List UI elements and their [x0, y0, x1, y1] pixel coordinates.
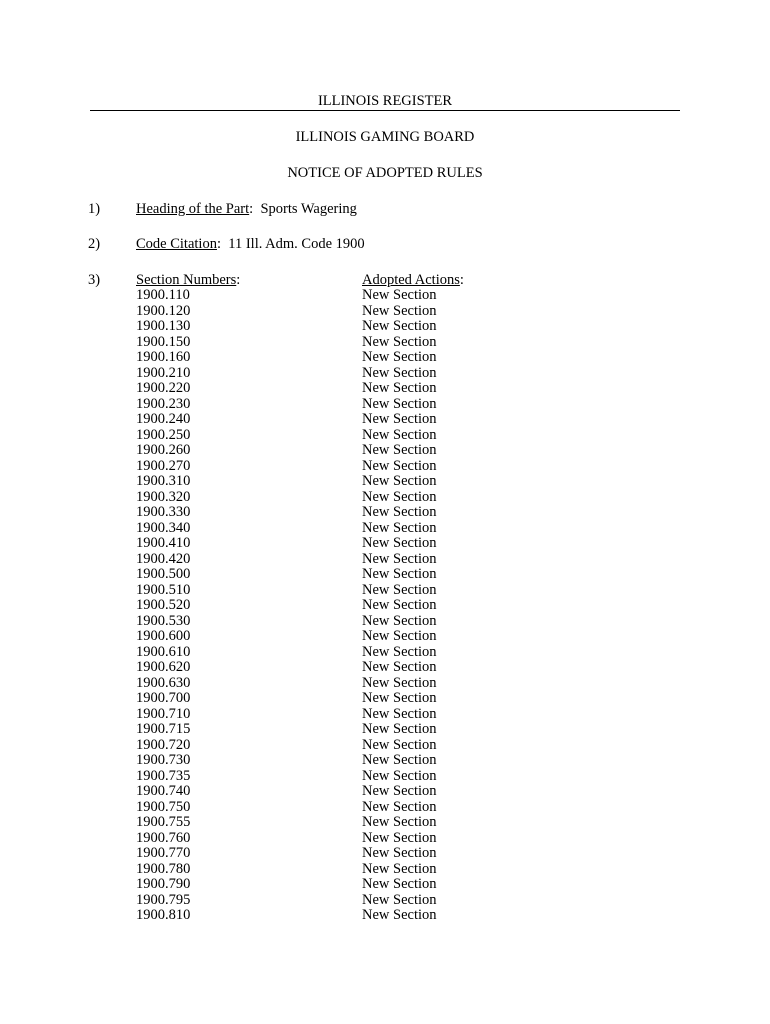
item-value: 11 Ill. Adm. Code 1900 [228, 236, 365, 252]
section-number: 1900.230 [136, 395, 191, 412]
table-row [136, 350, 536, 366]
section-number: 1900.260 [136, 442, 191, 458]
item-label: Heading of the Part [136, 201, 250, 217]
adopted-action: New Section [362, 907, 437, 923]
section-number: 1900.320 [136, 488, 191, 505]
table-row [136, 676, 536, 692]
table-row [136, 319, 536, 335]
document-page: ILLINOIS REGISTER ILLINOIS GAMING BOARD NOTICE OF ADOPTED RULES 1) Heading of the Part: Sports Wagering 2) Code Citation: 11 Ill. Adm. Code 1900 3) Section Numbers: Adopted Actions: 1900.110 New Section 1900.120 New Section 1900.130 New Section 1900.150 New Section 1900.160 New Section 1900.210 New Section 1900.220 New Section 1900.230 New Section 1900.240 New Section 1900.250 New Section 1900.260 New Section 1900.270 New Section 1900.310 New Section 1900.320 New Section 1900.330 New Section 1900.340 New Section 1900.410 New Section 1900.420 New Section 1900.500 New Section 1900.510 New Section 1900.520 New Section 1900.530 New Section 1900.600 New Section 1900.610 New Section 1900.620 New Section 1900.630 New Section 1900.700 New Section 1900.710 New Section 1900.715 New Section 1900.720 New Section 1900.730 New Section 1900.735 New Section 1900.740 New Section 1900.750 New Section 1900.755 New Section 1900.760 New Section 1900.770 New Section 1900.780 New Section 1900.790 New Section 1900.795 New Section 1900.810 New Section [0, 0, 770, 1024]
section-number: 1900.620 [136, 659, 191, 675]
table-row [136, 645, 536, 661]
table-row [136, 536, 536, 552]
adopted-action: New Section [362, 488, 437, 505]
section-number: 1900.720 [136, 736, 191, 753]
notice-title: NOTICE OF ADOPTED RULES [287, 165, 483, 181]
section-number: 1900.150 [136, 333, 191, 350]
table-row [136, 815, 536, 831]
adopted-action: New Section [362, 581, 437, 598]
section-number: 1900.735 [136, 767, 191, 784]
adopted-action: New Section [362, 442, 437, 458]
table-row [136, 552, 536, 568]
table-row [136, 474, 536, 490]
adopted-action: New Section [362, 783, 437, 799]
adopted-action: New Section [362, 798, 437, 815]
section-number: 1900.160 [136, 349, 191, 365]
table-row [136, 738, 536, 754]
section-number: 1900.700 [136, 690, 191, 706]
section-number: 1900.130 [136, 318, 191, 334]
adopted-action: New Section [362, 829, 437, 846]
adopted-action: New Section [362, 736, 437, 753]
section-number: 1900.220 [136, 380, 191, 396]
table-row [136, 862, 536, 878]
section-number: 1900.795 [136, 891, 191, 908]
table-row [136, 784, 536, 800]
section-number: 1900.250 [136, 426, 191, 443]
table-row [136, 443, 536, 459]
item-number: 2) [88, 236, 101, 252]
section-number: 1900.780 [136, 860, 191, 877]
section-number: 1900.210 [136, 364, 191, 381]
adopted-action: New Section [362, 752, 437, 768]
adopted-action: New Section [362, 318, 437, 334]
adopted-action: New Section [362, 690, 437, 706]
adopted-action: New Section [362, 659, 437, 675]
section-number: 1900.510 [136, 581, 191, 598]
adopted-action: New Section [362, 395, 437, 412]
section-number: 1900.520 [136, 597, 191, 613]
table-row [136, 893, 536, 909]
section-number: 1900.755 [136, 814, 191, 830]
section-number: 1900.610 [136, 643, 191, 660]
table-row [136, 459, 536, 475]
table-row [136, 521, 536, 537]
table-row [136, 397, 536, 413]
adopted-action: New Section [362, 519, 437, 536]
table-row [136, 908, 536, 924]
adopted-action: New Section [362, 628, 437, 644]
adopted-action: New Section [362, 767, 437, 784]
section-number: 1900.750 [136, 798, 191, 815]
item-label: Code Citation [136, 236, 217, 252]
adopted-action: New Section [362, 721, 437, 737]
table-row [136, 288, 536, 304]
section-number: 1900.740 [136, 783, 191, 799]
section-number: 1900.715 [136, 721, 191, 737]
table-row [136, 583, 536, 599]
section-number: 1900.420 [136, 550, 191, 567]
adopted-action: New Section [362, 535, 437, 551]
table-row [136, 877, 536, 893]
table-row [136, 335, 536, 351]
table-row [136, 660, 536, 676]
adopted-action: New Section [362, 380, 437, 396]
adopted-action: New Section [362, 349, 437, 365]
section-number: 1900.410 [136, 535, 191, 551]
section-number: 1900.110 [136, 287, 190, 303]
adopted-action: New Section [362, 845, 437, 861]
adopted-action: New Section [362, 473, 437, 489]
item-number: 1) [88, 201, 101, 217]
section-number: 1900.810 [136, 907, 191, 923]
section-number: 1900.270 [136, 457, 191, 474]
adopted-action: New Section [362, 333, 437, 350]
section-number: 1900.710 [136, 705, 191, 722]
adopted-action: New Section [362, 876, 437, 892]
section-numbers-header: Section Numbers: [136, 272, 241, 288]
table-row [136, 412, 536, 428]
table-row [136, 567, 536, 583]
section-number: 1900.340 [136, 519, 191, 536]
section-number: 1900.120 [136, 302, 191, 319]
adopted-action: New Section [362, 302, 437, 319]
adopted-action: New Section [362, 597, 437, 613]
table-row [136, 722, 536, 738]
section-number: 1900.310 [136, 473, 191, 489]
table-row [136, 846, 536, 862]
table-row [136, 598, 536, 614]
table-row [136, 691, 536, 707]
adopted-action: New Section [362, 891, 437, 908]
adopted-action: New Section [362, 643, 437, 660]
table-row [136, 614, 536, 630]
adopted-action: New Section [362, 860, 437, 877]
adopted-actions-header: Adopted Actions: [362, 272, 464, 288]
section-number: 1900.530 [136, 612, 191, 629]
table-row [136, 505, 536, 521]
table-row [136, 831, 536, 847]
item-value: Sports Wagering [260, 201, 357, 217]
adopted-action: New Section [362, 287, 437, 303]
adopted-action: New Section [362, 814, 437, 830]
adopted-action: New Section [362, 612, 437, 629]
agency-name: ILLINOIS GAMING BOARD [295, 129, 475, 145]
table-row [136, 753, 536, 769]
sections-table [136, 288, 536, 924]
adopted-action: New Section [362, 457, 437, 474]
section-number: 1900.630 [136, 674, 191, 691]
section-number: 1900.240 [136, 411, 191, 427]
item-number: 3) [88, 272, 101, 288]
adopted-action: New Section [362, 504, 437, 520]
section-number: 1900.770 [136, 845, 191, 861]
register-title: ILLINOIS REGISTER [90, 93, 680, 111]
section-number: 1900.600 [136, 628, 191, 644]
section-number: 1900.500 [136, 566, 191, 582]
adopted-action: New Section [362, 674, 437, 691]
adopted-action: New Section [362, 426, 437, 443]
table-row [136, 490, 536, 506]
table-row [136, 428, 536, 444]
adopted-action: New Section [362, 566, 437, 582]
adopted-action: New Section [362, 550, 437, 567]
section-number: 1900.730 [136, 752, 191, 768]
table-row [136, 769, 536, 785]
table-row [136, 381, 536, 397]
table-row [136, 707, 536, 723]
section-number: 1900.790 [136, 876, 191, 892]
section-number: 1900.330 [136, 504, 191, 520]
table-row [136, 800, 536, 816]
adopted-action: New Section [362, 705, 437, 722]
table-row [136, 366, 536, 382]
table-row [136, 304, 536, 320]
section-number: 1900.760 [136, 829, 191, 846]
adopted-action: New Section [362, 411, 437, 427]
table-row [136, 629, 536, 645]
adopted-action: New Section [362, 364, 437, 381]
